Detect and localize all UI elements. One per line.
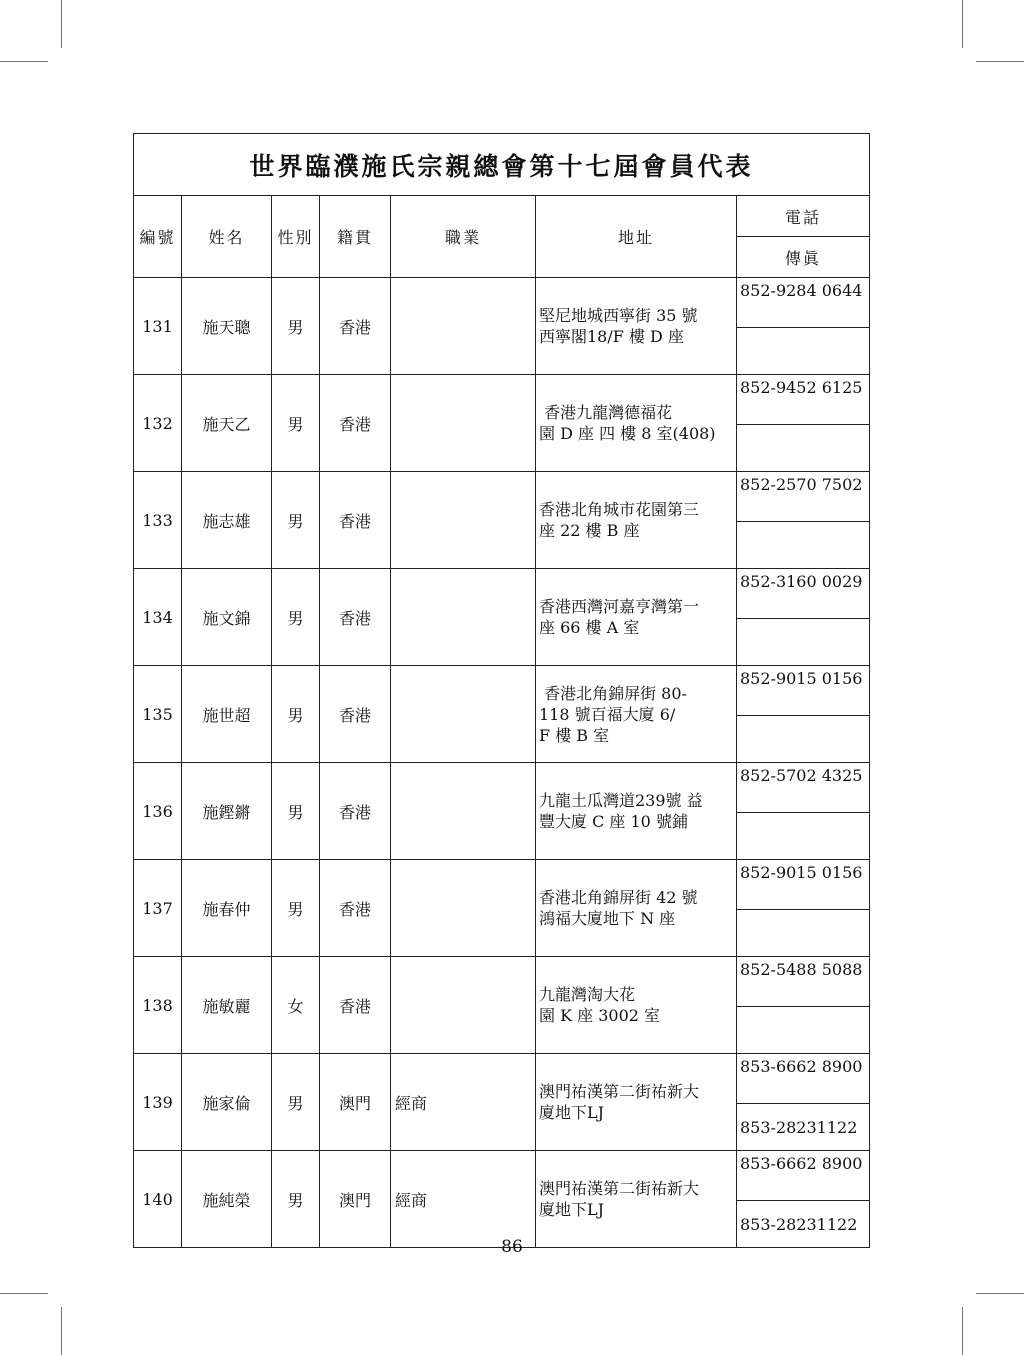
member-gender: 男 <box>272 472 320 569</box>
member-name: 施文錦 <box>182 569 272 666</box>
crop-mark <box>976 1293 1024 1294</box>
address-line: 香港北角錦屏街 80- <box>539 683 687 703</box>
address-line: 香港九龍灣德福花 <box>539 403 673 422</box>
crop-mark <box>976 61 1024 62</box>
member-fax: 853-28231122 <box>737 1104 870 1151</box>
address-line: 澳門祐漢第二街祐新大 <box>539 1082 700 1101</box>
table-row <box>134 569 870 619</box>
table-title: 世界臨濮施氏宗親總會第十七屆會員代表 <box>249 151 754 181</box>
member-id: 132 <box>134 375 182 472</box>
member-id: 133 <box>134 472 182 569</box>
table-row <box>134 763 870 813</box>
table-row <box>134 860 870 910</box>
member-name: 施春仲 <box>182 860 272 957</box>
member-id: 137 <box>134 860 182 957</box>
crop-mark <box>0 1293 48 1294</box>
member-occupation: 經商 <box>391 1054 536 1151</box>
address-line: 園 D 座 四 樓 8 室(408) <box>539 424 716 443</box>
member-id: 140 <box>134 1151 182 1248</box>
member-origin: 澳門 <box>320 1151 391 1248</box>
member-occupation <box>391 278 536 375</box>
address-line: 九龍土瓜灣道239號 益 <box>539 791 703 810</box>
table-row <box>134 278 870 328</box>
member-fax <box>737 619 870 666</box>
member-name: 施家倫 <box>182 1054 272 1151</box>
member-roster-table <box>133 133 870 1248</box>
address-line: 堅尼地城西寧街 35 號 <box>539 306 698 325</box>
member-fax <box>737 522 870 569</box>
member-gender: 男 <box>272 1151 320 1248</box>
header-occupation: 職業 <box>391 196 536 278</box>
member-gender: 男 <box>272 666 320 763</box>
member-phone: 852-5702 4325 <box>737 763 870 813</box>
crop-mark <box>962 1307 963 1355</box>
header-name: 姓名 <box>182 196 272 278</box>
member-origin: 澳門 <box>320 1054 391 1151</box>
member-name: 施世超 <box>182 666 272 763</box>
member-phone: 852-3160 0029 <box>737 569 870 619</box>
member-fax: 853-28231122 <box>737 1201 870 1248</box>
member-occupation <box>391 375 536 472</box>
member-origin: 香港 <box>320 860 391 957</box>
member-origin: 香港 <box>320 763 391 860</box>
member-phone: 852-5488 5088 <box>737 957 870 1007</box>
member-address <box>536 860 737 957</box>
member-fax <box>737 328 870 375</box>
table-row <box>134 472 870 522</box>
member-occupation <box>391 860 536 957</box>
header-id: 編號 <box>134 196 182 278</box>
member-phone: 852-9284 0644 <box>737 278 870 328</box>
table-row <box>134 666 870 716</box>
member-phone: 852-9452 6125 <box>737 375 870 425</box>
member-origin: 香港 <box>320 472 391 569</box>
member-address <box>536 472 737 569</box>
member-address <box>536 666 737 763</box>
table-row <box>134 957 870 1007</box>
address-line: 鴻福大廈地下 N 座 <box>539 909 676 928</box>
member-address <box>536 569 737 666</box>
address-line: 118 號百福大廈 6/ <box>539 704 676 724</box>
address-line: 座 66 樓 A 室 <box>539 618 640 637</box>
member-fax <box>737 813 870 860</box>
member-phone: 853-6662 8900 <box>737 1151 870 1201</box>
member-address <box>536 957 737 1054</box>
crop-mark <box>61 1307 62 1355</box>
page-number: 86 <box>501 1237 523 1257</box>
address-line: F 樓 B 室 <box>539 725 610 745</box>
member-name: 施天乙 <box>182 375 272 472</box>
member-occupation <box>391 472 536 569</box>
header-fax: 傳眞 <box>737 237 870 278</box>
address-line: 豐大廈 C 座 10 號鋪 <box>539 812 688 831</box>
member-id: 138 <box>134 957 182 1054</box>
table-row <box>134 375 870 425</box>
member-fax <box>737 716 870 763</box>
address-line: 九龍灣淘大花 <box>539 985 636 1004</box>
member-address <box>536 1054 737 1151</box>
member-phone: 852-2570 7502 <box>737 472 870 522</box>
header-origin: 籍貫 <box>320 196 391 278</box>
header-gender: 性別 <box>272 196 320 278</box>
member-gender: 男 <box>272 1054 320 1151</box>
member-address <box>536 375 737 472</box>
header-address: 地址 <box>536 196 737 278</box>
roster-body <box>134 278 870 1248</box>
member-address <box>536 1151 737 1248</box>
member-occupation <box>391 569 536 666</box>
member-gender: 男 <box>272 569 320 666</box>
address-line: 香港北角錦屏街 42 號 <box>539 888 698 907</box>
table-row <box>134 1054 870 1104</box>
member-fax <box>737 1007 870 1054</box>
member-name: 施鏗鏘 <box>182 763 272 860</box>
crop-mark <box>0 61 48 62</box>
member-occupation: 經商 <box>391 1151 536 1248</box>
member-address <box>536 763 737 860</box>
member-origin: 香港 <box>320 666 391 763</box>
member-name: 施敏麗 <box>182 957 272 1054</box>
table-title-cell <box>134 134 870 196</box>
member-phone: 852-9015 0156 <box>737 666 870 716</box>
member-id: 139 <box>134 1054 182 1151</box>
member-id: 135 <box>134 666 182 763</box>
member-origin: 香港 <box>320 957 391 1054</box>
address-line: 座 22 樓 B 座 <box>539 521 640 540</box>
member-name: 施純榮 <box>182 1151 272 1248</box>
address-line: 廈地下LJ <box>539 1200 605 1219</box>
member-phone: 853-6662 8900 <box>737 1054 870 1104</box>
member-gender: 男 <box>272 278 320 375</box>
member-gender: 男 <box>272 375 320 472</box>
address-line: 西寧閣18/F 樓 D 座 <box>539 327 684 346</box>
address-line: 香港北角城市花園第三 <box>539 500 700 519</box>
address-line: 園 K 座 3002 室 <box>539 1006 661 1025</box>
member-gender: 男 <box>272 763 320 860</box>
member-occupation <box>391 666 536 763</box>
member-occupation <box>391 763 536 860</box>
header-phone: 電話 <box>737 196 870 237</box>
member-id: 131 <box>134 278 182 375</box>
address-line: 廈地下LJ <box>539 1103 605 1122</box>
member-fax <box>737 425 870 472</box>
member-address <box>536 278 737 375</box>
crop-mark <box>61 0 62 48</box>
member-id: 134 <box>134 569 182 666</box>
table-row <box>134 1151 870 1201</box>
member-fax <box>737 910 870 957</box>
member-name: 施志雄 <box>182 472 272 569</box>
member-origin: 香港 <box>320 278 391 375</box>
member-origin: 香港 <box>320 375 391 472</box>
member-occupation <box>391 957 536 1054</box>
member-gender: 男 <box>272 860 320 957</box>
member-phone: 852-9015 0156 <box>737 860 870 910</box>
member-id: 136 <box>134 763 182 860</box>
crop-mark <box>962 0 963 48</box>
member-name: 施天聰 <box>182 278 272 375</box>
address-line: 香港西灣河嘉亨灣第一 <box>539 597 700 616</box>
member-gender: 女 <box>272 957 320 1054</box>
address-line: 澳門祐漢第二街祐新大 <box>539 1179 700 1198</box>
member-origin: 香港 <box>320 569 391 666</box>
